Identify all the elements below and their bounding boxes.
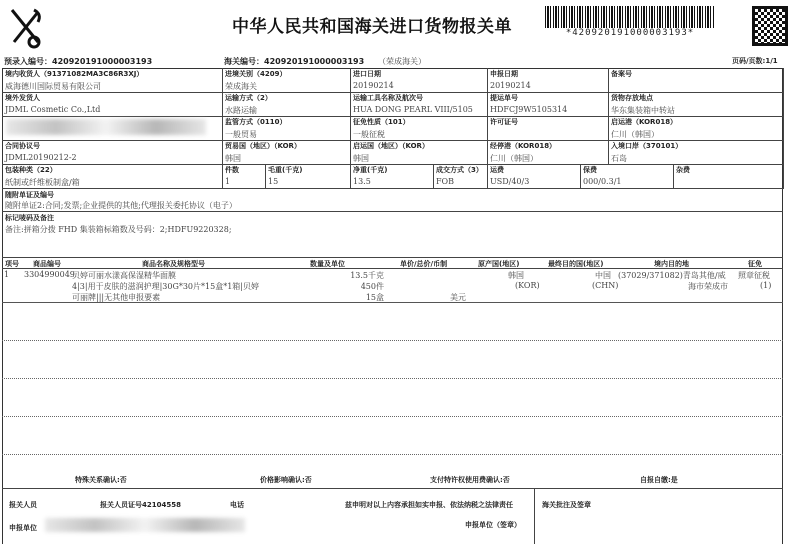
field-value: 威海德川国际贸易有限公司 (5, 82, 101, 91)
field-cell (580, 164, 674, 189)
field-label: 毛重(千克) (268, 166, 303, 174)
field-label: 运费 (490, 166, 504, 174)
item-no: 1 (4, 270, 10, 279)
special-relation-confirm: 特殊关系确认:否 (75, 476, 127, 484)
field-value: 20190214 (490, 81, 531, 90)
field-value: 20190214 (353, 81, 394, 90)
field-cell (265, 164, 351, 189)
customs-office: （荣成海关） (378, 57, 426, 66)
qr-code (752, 6, 788, 46)
field-label: 监管方式（0110） (225, 118, 287, 126)
field-label: 许可证号 (490, 118, 518, 126)
field-value: FOB (436, 177, 454, 186)
field-value: 仁川（韩国） (611, 130, 659, 139)
field-cell (350, 140, 488, 165)
field-value: 纸制或纤维板制盒/箱 (5, 178, 80, 187)
legal-statement: 兹申明对以上内容承担如实申报、依法纳税之法律责任 (345, 501, 513, 509)
field-value: 000/0.3/1 (583, 177, 622, 186)
declarant-id: 报关人员证号42104558 (100, 501, 181, 509)
customs-note-label: 海关批注及签章 (542, 501, 591, 509)
field-cell (433, 164, 488, 189)
item-qty-box: 15盒 (365, 293, 384, 302)
col-qty: 数量及单位 (310, 260, 345, 268)
field-cell (222, 116, 351, 141)
field-label: 备案号 (611, 70, 632, 78)
item-origin: 韩国 (508, 271, 524, 280)
field-label: 净重(千克) (353, 166, 388, 174)
field-label: 保费 (583, 166, 597, 174)
item-spec-2: 可丽牌|||无其他申报要素 (72, 293, 161, 302)
field-value: 一般征税 (353, 130, 385, 139)
item-levy: 照章征税 (738, 271, 770, 280)
field-cell (222, 140, 351, 165)
item-levy-code: (1) (760, 281, 772, 290)
field-label: 入境口岸（370101） (611, 142, 683, 150)
item-name: 贝婷可丽水漾高保湿精华面膜 (72, 271, 176, 280)
field-cell (2, 92, 223, 117)
field-cell (350, 68, 488, 93)
field-cell (350, 92, 488, 117)
field-cell (2, 164, 223, 189)
phone-label: 电话 (230, 501, 244, 509)
item-domestic-2: 海市荣成市 (688, 282, 728, 291)
field-label: 运输工具名称及航次号 (353, 94, 423, 102)
self-declare: 自报自缴:是 (640, 476, 678, 484)
page-count: 页码/页数:1/1 (732, 57, 778, 65)
field-value: HDFCJ9W5105314 (490, 105, 568, 114)
pre-entry-number: 预录入编号：420920191000003193 (4, 57, 153, 66)
item-dest-code: (CHN) (592, 281, 619, 290)
customs-number: 海关编号：420920191000003193 (224, 57, 365, 66)
unit-seal-label: 申报单位（签章） (465, 521, 521, 529)
field-label: 经停港（KOR018） (490, 142, 557, 150)
field-label: 杂费 (676, 166, 690, 174)
declarant-label: 报关人员 (9, 501, 37, 509)
col-name: 商品名称及规格型号 (142, 260, 205, 268)
field-label: 提运单号 (490, 94, 518, 102)
marks-label: 标记唛码及备注 (5, 214, 54, 222)
field-cell (487, 140, 609, 165)
field-label: 货物存放地点 (611, 94, 653, 102)
form-title: 中华人民共和国海关进口货物报关单 (232, 17, 512, 37)
field-cell (222, 92, 351, 117)
field-value: 华东集装箱中转站 (611, 106, 675, 115)
item-domestic: (37029/371082)青岛其他/威 (618, 271, 726, 280)
field-label: 启运国（地区）（KOR） (353, 142, 429, 150)
field-value: 15 (268, 177, 279, 186)
field-cell (673, 164, 784, 189)
field-label: 成交方式（3） (436, 166, 483, 174)
field-value: 荣成海关 (225, 82, 257, 91)
item-origin-code: (KOR) (515, 281, 540, 290)
item-code: 3304990049 (24, 270, 75, 279)
item-dest: 中国 (595, 271, 611, 280)
field-value: JDML Cosmetic Co.,Ltd (5, 105, 101, 114)
field-cell (487, 116, 609, 141)
field-label: 征免性质（101） (353, 118, 410, 126)
item-currency: 美元 (450, 293, 466, 302)
field-label: 贸易国（地区）（KOR） (225, 142, 301, 150)
field-label: 启运港（KOR018） (611, 118, 678, 126)
redacted-unit (45, 518, 245, 532)
field-cell (2, 140, 223, 165)
docs-value: 随附单证2:合同;发票;企业提供的其他;代理报关委托协议（电子） (5, 201, 237, 210)
declaring-unit-label: 申报单位 (9, 524, 37, 532)
field-value: 韩国 (353, 154, 369, 163)
field-cell (487, 92, 609, 117)
field-label: 申报日期 (490, 70, 518, 78)
barcode (545, 6, 715, 28)
field-value: 仁川（韩国） (490, 154, 538, 163)
marks-value: 备注:拼箱分拨 FHD 集装箱标箱数及号码：2;HDFU9220328; (5, 225, 232, 234)
customs-emblem-icon (8, 6, 44, 50)
field-label: 境外发货人 (5, 94, 40, 102)
field-value: 13.5 (353, 177, 371, 186)
field-value: 韩国 (225, 154, 241, 163)
field-label: 进境关别（4209） (225, 70, 287, 78)
item-qty-kg: 13.5千克 (350, 271, 384, 280)
col-origin: 原产国(地区) (478, 260, 520, 268)
field-label: 运输方式（2） (225, 94, 272, 102)
price-influence-confirm: 价格影响确认:否 (260, 476, 312, 484)
field-cell (608, 92, 784, 117)
field-cell (2, 116, 223, 141)
field-label: 合同协议号 (5, 142, 40, 150)
item-spec: 4|3|用于皮肤的滋润护理|30G*30片*15盒*1箱|贝婷 (72, 282, 259, 291)
field-cell (487, 164, 581, 189)
field-value: 1 (225, 177, 231, 186)
barcode-text: *420920191000003193* (565, 28, 695, 38)
field-value: 石岛 (611, 154, 627, 163)
field-value: USD/40/3 (490, 177, 530, 186)
field-cell (350, 116, 488, 141)
field-value: JDML20190212-2 (5, 153, 77, 162)
docs-label: 随附单证及编号 (5, 191, 54, 199)
field-value: 一般贸易 (225, 130, 257, 139)
field-cell (222, 164, 266, 189)
col-dest: 最终目的国(地区) (548, 260, 604, 268)
field-value: HUA DONG PEARL VIII/5105 (353, 105, 473, 114)
field-value: 水路运输 (225, 106, 257, 115)
field-label: 包装种类（22） (5, 166, 57, 174)
field-label: 进口日期 (353, 70, 381, 78)
field-cell (608, 68, 784, 93)
royalty-confirm: 支付特许权使用费确认:否 (430, 476, 510, 484)
field-cell (350, 164, 434, 189)
field-label: 境内收货人（91371082MA3C86R3XJ） (5, 70, 144, 78)
col-price: 单价/总价/币制 (400, 260, 448, 268)
col-item-no: 项号 (5, 260, 19, 268)
field-cell (2, 68, 223, 93)
field-cell (487, 68, 609, 93)
field-cell (608, 140, 784, 165)
field-cell (608, 116, 784, 141)
item-qty-pcs: 450件 (360, 282, 384, 291)
field-label: 件数 (225, 166, 239, 174)
col-levy: 征免 (748, 260, 762, 268)
col-code: 商品编号 (33, 260, 61, 268)
col-domestic: 境内目的地 (654, 260, 689, 268)
field-cell (222, 68, 351, 93)
